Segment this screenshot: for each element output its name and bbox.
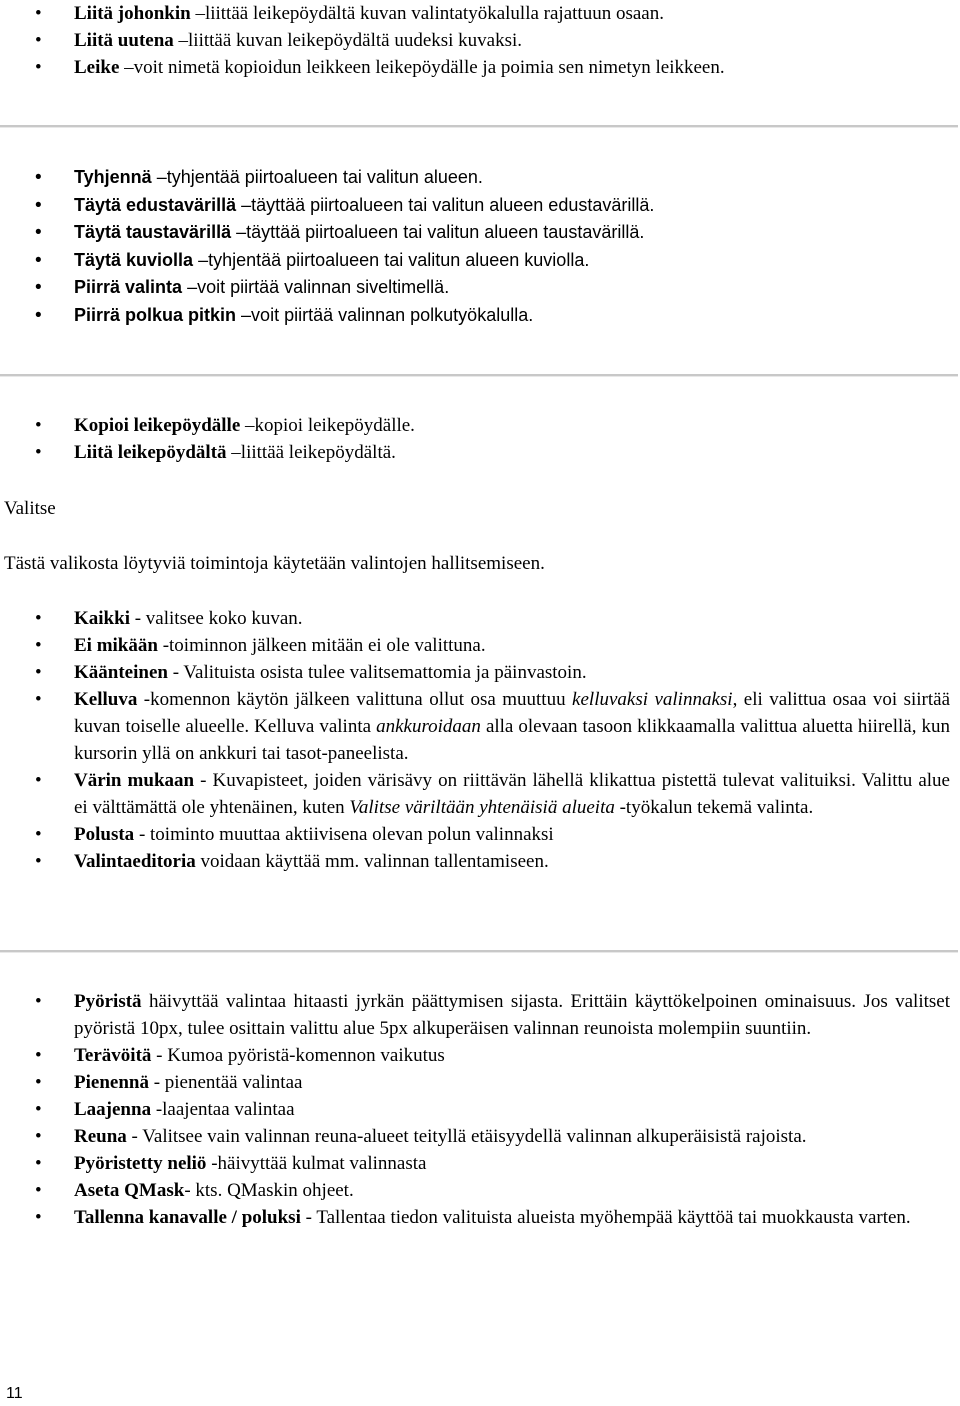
list-fill-commands (0, 164, 960, 329)
list-item: • Täytä taustavärillä –täyttää piirtoalueen tai valitun alueen taustavärillä. (0, 219, 960, 247)
list-item: • Valintaeditoria voidaan käyttää mm. valinnan tallentamiseen. (0, 848, 960, 875)
list-paste-commands (0, 0, 960, 81)
list-item: • Aseta QMask- kts. QMaskin ohjeet. (0, 1177, 960, 1204)
section-divider (0, 374, 958, 377)
list-item: • Leike –voit nimetä kopioidun leikkeen leikepöydälle ja poimia sen nimetyn leikkeen. (0, 54, 960, 81)
list-item: • Täytä edustavärillä –täyttää piirtoalueen tai valitun alueen edustavärillä. (0, 192, 960, 220)
list-item: • Pyöristetty neliö -häivyttää kulmat valinnasta (0, 1150, 960, 1177)
list-item: • Laajenna -laajentaa valintaa (0, 1096, 960, 1123)
section-intro: Tästä valikosta löytyviä toimintoja käytetään valintojen hallitsemiseen. (4, 553, 545, 574)
list-item: • Tallenna kanavalle / poluksi - Tallentaa tiedon valituista alueista myöhempää käyttöä tai muokkausta varten. (0, 1204, 960, 1231)
page-number: 11 (6, 1385, 23, 1402)
list-clipboard-commands (0, 412, 960, 466)
list-item: • Piirrä valinta –voit piirtää valinnan siveltimellä. (0, 274, 960, 302)
list-item: • Liitä johonkin –liittää leikepöydältä kuvan valintatyökalulla rajattuun osaan. (0, 0, 960, 27)
list-item: • Kelluva -komennon käytön jälkeen valittuna ollut osa muuttuu kelluvaksi valinnaksi, eli valittua osaa voi siirtää kuvan toiselle alueelle. Kelluva valinta ankkuroidaan alla olevaan tasoon klikkaamalla valittua aluetta hiirellä, kun kursorin yllä on ankkuri tai tasot-paneelista. (0, 686, 960, 767)
list-item: • Liitä leikepöydältä –liittää leikepöydältä. (0, 439, 960, 466)
list-item: • Reuna - Valitsee vain valinnan reuna-alueet teityllä etäisyydellä valinnan alkuperäisistä rajoista. (0, 1123, 960, 1150)
list-item: • Pienennä - pienentää valintaa (0, 1069, 960, 1096)
list-item: • Piirrä polkua pitkin –voit piirtää valinnan polkutyökalulla. (0, 302, 960, 330)
list-item: • Kopioi leikepöydälle –kopioi leikepöydälle. (0, 412, 960, 439)
list-modify-commands (0, 988, 960, 1231)
list-item: • Kaikki - valitsee koko kuvan. (0, 605, 960, 632)
section-divider (0, 950, 958, 953)
section-heading: Valitse (4, 498, 56, 519)
list-select-commands (0, 605, 960, 875)
list-item: • Pyöristä häivyttää valintaa hitaasti jyrkän päättymisen sijasta. Erittäin käyttökelpoinen ominaisuus. Jos valitset pyöristä 10px, tulee osittain valittu alue 5px alkuperäisen valinnan reunoista molempiin suuntiin. (0, 988, 960, 1042)
list-item: • Polusta - toiminto muuttaa aktiivisena olevan polun valinnaksi (0, 821, 960, 848)
list-item: • Liitä uutena –liittää kuvan leikepöydältä uudeksi kuvaksi. (0, 27, 960, 54)
list-item: • Täytä kuviolla –tyhjentää piirtoalueen tai valitun alueen kuviolla. (0, 247, 960, 275)
list-item: • Ei mikään -toiminnon jälkeen mitään ei ole valittuna. (0, 632, 960, 659)
list-item: • Terävöitä - Kumoa pyöristä-komennon vaikutus (0, 1042, 960, 1069)
section-divider (0, 125, 958, 128)
list-item: • Värin mukaan - Kuvapisteet, joiden värisävy on riittävän lähellä klikattua pistettä tulevat valituiksi. Valittu alue ei välttämättä ole yhtenäinen, kuten Valitse väriltään yhtenäisiä alueita -työkalun tekemä valinta. (0, 767, 960, 821)
list-item: • Käänteinen - Valituista osista tulee valitsemattomia ja päinvastoin. (0, 659, 960, 686)
list-item: • Tyhjennä –tyhjentää piirtoalueen tai valitun alueen. (0, 164, 960, 192)
